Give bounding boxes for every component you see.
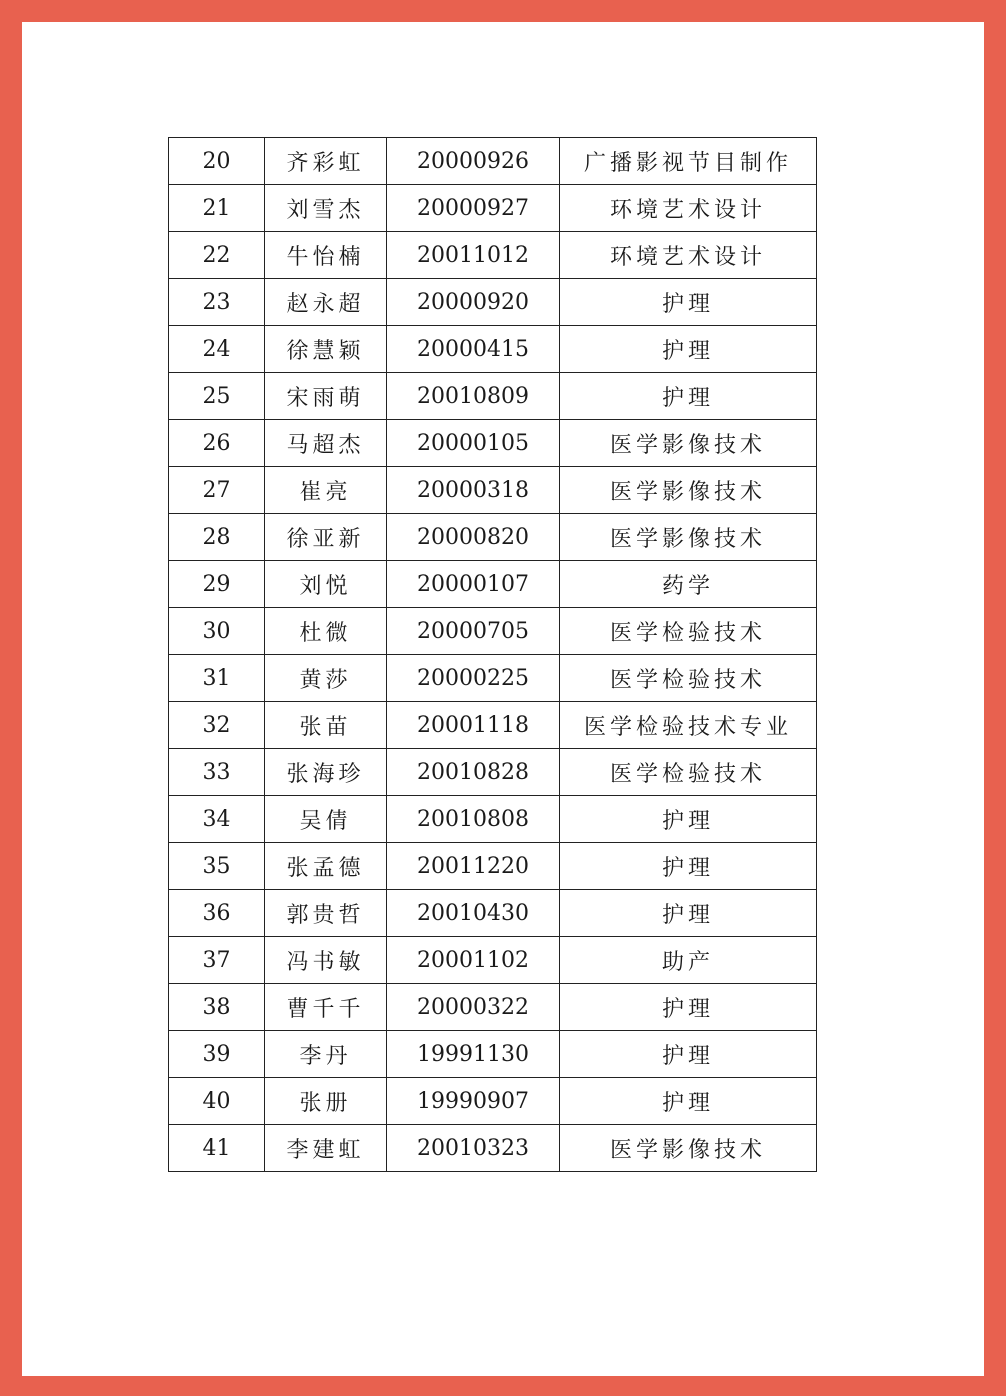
document-page xyxy=(22,22,984,1376)
student-id-cell: 20000927 xyxy=(387,185,560,232)
student-id-cell: 20011012 xyxy=(387,232,560,279)
table-row xyxy=(169,467,817,514)
row-number-cell: 31 xyxy=(169,655,265,702)
major-cell: 医学检验技术 xyxy=(560,655,817,702)
row-number-cell: 33 xyxy=(169,749,265,796)
row-number-cell: 41 xyxy=(169,1125,265,1172)
student-name-cell: 刘雪杰 xyxy=(265,185,387,232)
student-id-cell: 20001118 xyxy=(387,702,560,749)
row-number-cell: 27 xyxy=(169,467,265,514)
student-name-cell: 杜微 xyxy=(265,608,387,655)
table-row xyxy=(169,1031,817,1078)
major-cell: 护理 xyxy=(560,1031,817,1078)
row-number-cell: 24 xyxy=(169,326,265,373)
student-name-cell: 马超杰 xyxy=(265,420,387,467)
student-id-cell: 20001102 xyxy=(387,937,560,984)
student-name-cell: 吴倩 xyxy=(265,796,387,843)
student-id-cell: 20010323 xyxy=(387,1125,560,1172)
student-name-cell: 张册 xyxy=(265,1078,387,1125)
student-id-cell: 20000318 xyxy=(387,467,560,514)
student-id-cell: 20010809 xyxy=(387,373,560,420)
major-cell: 医学影像技术 xyxy=(560,420,817,467)
major-cell: 护理 xyxy=(560,279,817,326)
student-id-cell: 19990907 xyxy=(387,1078,560,1125)
student-id-cell: 20000415 xyxy=(387,326,560,373)
major-cell: 环境艺术设计 xyxy=(560,185,817,232)
student-name-cell: 宋雨萌 xyxy=(265,373,387,420)
student-roster-table xyxy=(168,137,817,1172)
major-cell: 医学影像技术 xyxy=(560,467,817,514)
table-row xyxy=(169,702,817,749)
major-cell: 护理 xyxy=(560,796,817,843)
table-row xyxy=(169,373,817,420)
table-row xyxy=(169,796,817,843)
student-id-cell: 20010808 xyxy=(387,796,560,843)
table-row xyxy=(169,984,817,1031)
major-cell: 药学 xyxy=(560,561,817,608)
major-cell: 护理 xyxy=(560,984,817,1031)
student-id-cell: 20010430 xyxy=(387,890,560,937)
student-id-cell: 20000926 xyxy=(387,138,560,185)
table-row xyxy=(169,749,817,796)
row-number-cell: 25 xyxy=(169,373,265,420)
table-row xyxy=(169,138,817,185)
row-number-cell: 35 xyxy=(169,843,265,890)
table-row xyxy=(169,890,817,937)
table-row xyxy=(169,655,817,702)
student-name-cell: 张孟德 xyxy=(265,843,387,890)
major-cell: 护理 xyxy=(560,843,817,890)
row-number-cell: 29 xyxy=(169,561,265,608)
table-row xyxy=(169,937,817,984)
major-cell: 医学检验技术 xyxy=(560,608,817,655)
student-name-cell: 赵永超 xyxy=(265,279,387,326)
student-name-cell: 张苗 xyxy=(265,702,387,749)
major-cell: 护理 xyxy=(560,1078,817,1125)
student-name-cell: 郭贵哲 xyxy=(265,890,387,937)
student-name-cell: 曹千千 xyxy=(265,984,387,1031)
table-row xyxy=(169,232,817,279)
row-number-cell: 36 xyxy=(169,890,265,937)
major-cell: 医学检验技术 xyxy=(560,749,817,796)
row-number-cell: 39 xyxy=(169,1031,265,1078)
student-id-cell: 20011220 xyxy=(387,843,560,890)
major-cell: 护理 xyxy=(560,326,817,373)
row-number-cell: 28 xyxy=(169,514,265,561)
student-id-cell: 20010828 xyxy=(387,749,560,796)
table-row xyxy=(169,843,817,890)
row-number-cell: 40 xyxy=(169,1078,265,1125)
student-name-cell: 李建虹 xyxy=(265,1125,387,1172)
student-id-cell: 20000107 xyxy=(387,561,560,608)
student-id-cell: 20000920 xyxy=(387,279,560,326)
student-name-cell: 崔亮 xyxy=(265,467,387,514)
roster-body xyxy=(169,138,817,1172)
row-number-cell: 30 xyxy=(169,608,265,655)
table-row xyxy=(169,1078,817,1125)
table-row xyxy=(169,185,817,232)
student-name-cell: 牛怡楠 xyxy=(265,232,387,279)
row-number-cell: 23 xyxy=(169,279,265,326)
major-cell: 广播影视节目制作 xyxy=(560,138,817,185)
row-number-cell: 32 xyxy=(169,702,265,749)
student-id-cell: 20000820 xyxy=(387,514,560,561)
table-row xyxy=(169,326,817,373)
major-cell: 护理 xyxy=(560,890,817,937)
major-cell: 助产 xyxy=(560,937,817,984)
major-cell: 医学影像技术 xyxy=(560,514,817,561)
table-row xyxy=(169,561,817,608)
student-name-cell: 徐慧颖 xyxy=(265,326,387,373)
student-id-cell: 20000322 xyxy=(387,984,560,1031)
student-name-cell: 李丹 xyxy=(265,1031,387,1078)
student-name-cell: 冯书敏 xyxy=(265,937,387,984)
major-cell: 环境艺术设计 xyxy=(560,232,817,279)
student-name-cell: 齐彩虹 xyxy=(265,138,387,185)
table-row xyxy=(169,279,817,326)
row-number-cell: 21 xyxy=(169,185,265,232)
major-cell: 护理 xyxy=(560,373,817,420)
table-row xyxy=(169,420,817,467)
row-number-cell: 22 xyxy=(169,232,265,279)
student-name-cell: 徐亚新 xyxy=(265,514,387,561)
student-name-cell: 黄莎 xyxy=(265,655,387,702)
row-number-cell: 34 xyxy=(169,796,265,843)
row-number-cell: 38 xyxy=(169,984,265,1031)
student-name-cell: 张海珍 xyxy=(265,749,387,796)
student-id-cell: 20000705 xyxy=(387,608,560,655)
row-number-cell: 20 xyxy=(169,138,265,185)
table-row xyxy=(169,1125,817,1172)
student-name-cell: 刘悦 xyxy=(265,561,387,608)
student-id-cell: 20000225 xyxy=(387,655,560,702)
table-row xyxy=(169,514,817,561)
row-number-cell: 26 xyxy=(169,420,265,467)
major-cell: 医学检验技术专业 xyxy=(560,702,817,749)
major-cell: 医学影像技术 xyxy=(560,1125,817,1172)
table-row xyxy=(169,608,817,655)
row-number-cell: 37 xyxy=(169,937,265,984)
student-id-cell: 20000105 xyxy=(387,420,560,467)
student-id-cell: 19991130 xyxy=(387,1031,560,1078)
